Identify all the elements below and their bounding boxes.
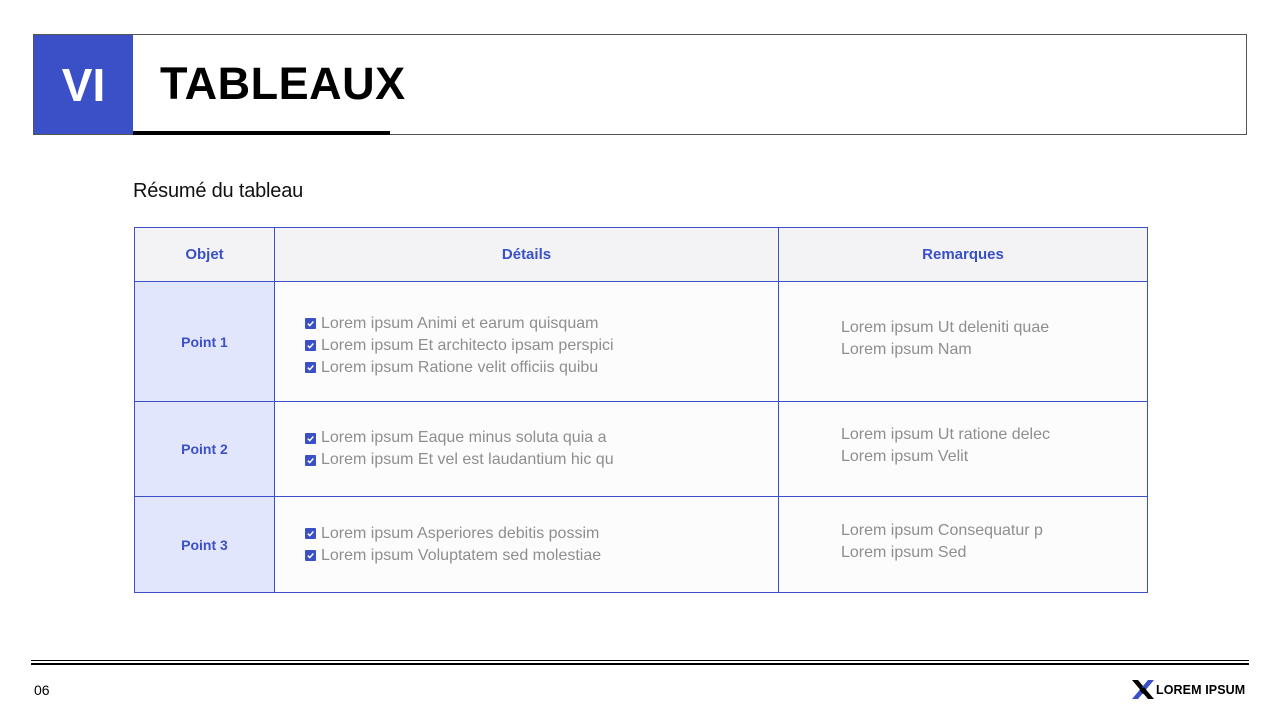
object-cell: Point 2: [135, 402, 275, 497]
remark-text: Lorem ipsum Ut deleniti quae: [841, 318, 1050, 336]
detail-item: [305, 545, 778, 567]
detail-text: Lorem ipsum Eaque minus soluta quia a: [321, 429, 607, 446]
footer-divider-thick: [31, 663, 1249, 665]
details-cell: [275, 497, 779, 593]
checked-checkbox-icon: [305, 318, 316, 329]
detail-item: [305, 335, 778, 357]
table-header-row: [135, 228, 1148, 282]
checked-checkbox-icon: [305, 528, 316, 539]
detail-text: Lorem ipsum Animi et earum quisquam: [321, 314, 599, 332]
remarks-cell: [779, 282, 1148, 402]
page-number: 06: [34, 682, 50, 698]
detail-text: Lorem ipsum Et vel est laudantium hic qu: [321, 451, 614, 468]
detail-item: [305, 523, 778, 545]
detail-text: Lorem ipsum Ratione velit officiis quibu: [321, 358, 599, 376]
checked-checkbox-icon: [305, 362, 316, 373]
brand-mark: [1132, 680, 1245, 699]
object-cell: Point 1: [135, 282, 275, 402]
details-cell: [275, 282, 779, 402]
column-header-remarques: Remarques: [779, 228, 1148, 282]
remark-text: Lorem ipsum Sed: [841, 543, 967, 561]
remark-text: Lorem ipsum Velit: [841, 448, 969, 465]
details-cell: [275, 402, 779, 497]
summary-table: [134, 227, 1148, 593]
table-subtitle: Résumé du tableau: [133, 180, 304, 202]
table-row: [135, 402, 1148, 497]
remarks-cell: [779, 402, 1148, 497]
detail-text: Lorem ipsum Asperiores debitis possim: [321, 524, 600, 542]
checked-checkbox-icon: [305, 433, 316, 444]
column-header-objet: Objet: [135, 228, 275, 282]
remark-text: Lorem ipsum Ut ratione delec: [841, 426, 1050, 443]
remarks-cell: [779, 497, 1148, 593]
table-row: [135, 497, 1148, 593]
detail-item: [305, 427, 778, 449]
footer-divider: [31, 660, 1249, 661]
detail-item: [305, 357, 778, 379]
object-cell: Point 3: [135, 497, 275, 593]
x-logo-icon: [1132, 680, 1154, 699]
column-header-details: Détails: [275, 228, 779, 282]
page-title: TABLEAUX: [160, 58, 406, 109]
section-number-badge: VI: [34, 35, 133, 134]
detail-item: [305, 449, 778, 471]
brand-name: LOREM IPSUM: [1156, 682, 1246, 697]
detail-text: Lorem ipsum Voluptatem sed molestiae: [321, 546, 602, 564]
title-underline: [133, 131, 390, 135]
detail-text: Lorem ipsum Et architecto ipsam perspici: [321, 336, 614, 354]
remark-text: Lorem ipsum Nam: [841, 340, 972, 358]
remark-text: Lorem ipsum Consequatur p: [841, 521, 1043, 539]
checked-checkbox-icon: [305, 455, 316, 466]
checked-checkbox-icon: [305, 550, 316, 561]
checked-checkbox-icon: [305, 340, 316, 351]
table-row: [135, 282, 1148, 402]
detail-item: [305, 313, 778, 335]
